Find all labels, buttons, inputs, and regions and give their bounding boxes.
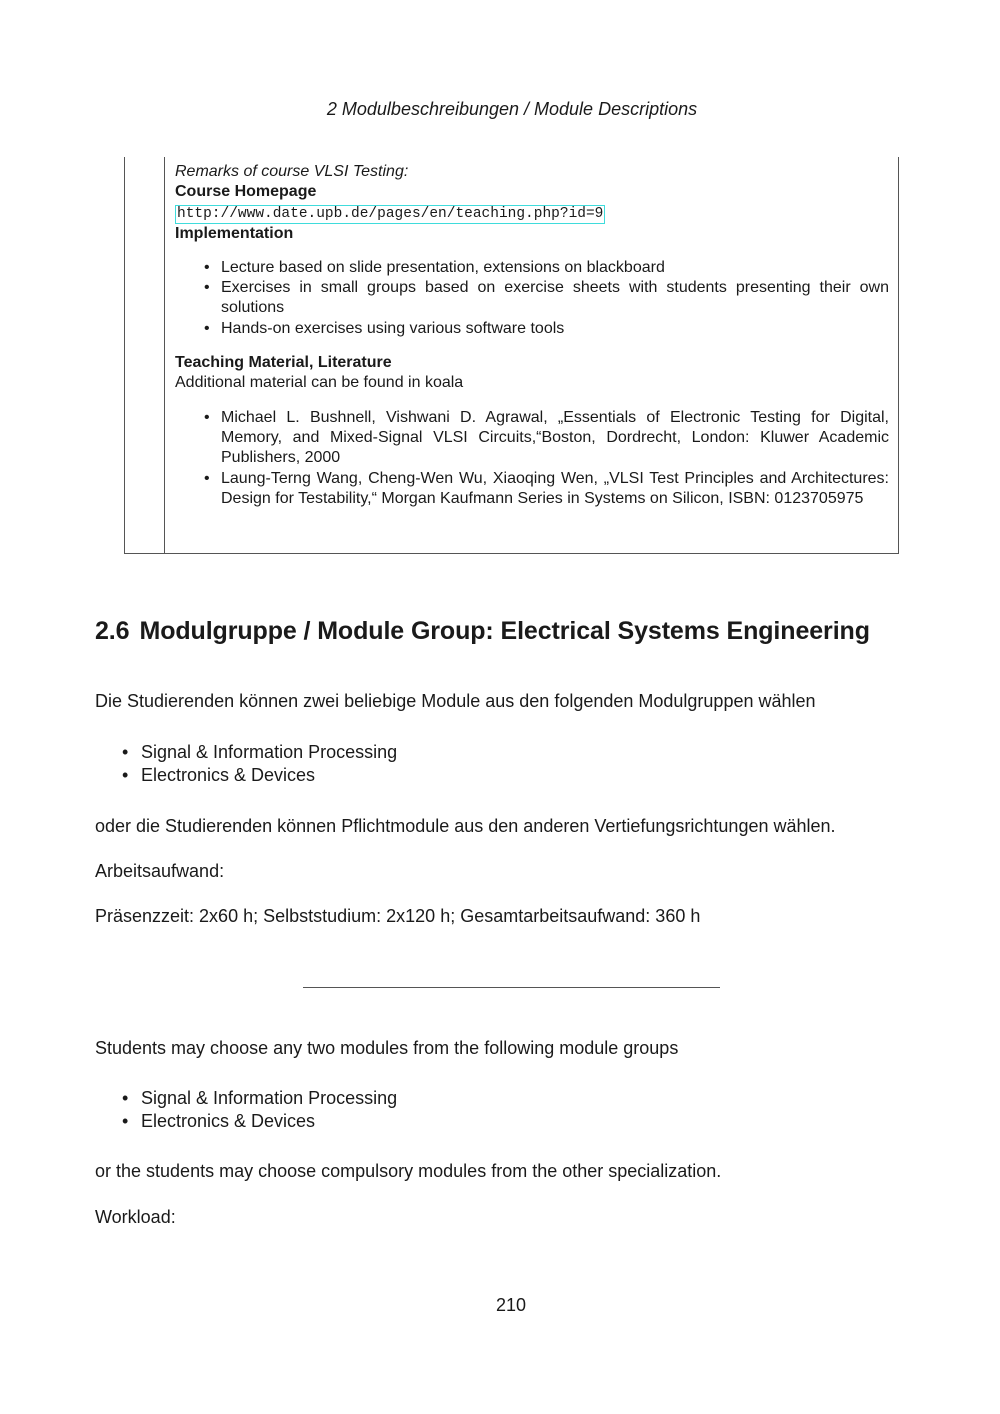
page-number: 210: [495, 1295, 527, 1315]
material-note: Additional material can be found in koala: [175, 374, 464, 392]
section-number: 2.6: [95, 617, 130, 645]
material-heading: Teaching Material, Literature: [175, 354, 392, 372]
homepage-link[interactable]: http://www.date.upb.de/pages/en/teaching.php?id=9: [177, 205, 604, 222]
list-item: • Exercises in small groups based on exercise sheets with students presenting their own solutions: [221, 278, 889, 319]
list-item: • Electronics & Devices: [141, 764, 397, 787]
section-heading: [95, 617, 870, 646]
german-workload-detail: Präsenzzeit: 2x60 h; Selbststudium: 2x120 h; Gesamtarbeitsaufwand: 360 h: [95, 906, 701, 926]
english-alternative: or the students may choose compulsory modules from the other specialization.: [95, 1161, 722, 1181]
remarks-content: [175, 162, 889, 523]
list-item: • Lecture based on slide presentation, extensions on blackboard: [221, 258, 889, 278]
list-item: • Signal & Information Processing: [141, 1087, 397, 1110]
german-workload-label: Arbeitsaufwand:: [95, 861, 225, 881]
list-item: • Hands-on exercises using various software tools: [221, 319, 889, 339]
box-inner-rule: [164, 157, 165, 553]
literature-list: [175, 408, 889, 509]
german-alternative: oder die Studierenden können Pflichtmodule aus den anderen Vertiefungsrichtungen wählen.: [95, 816, 836, 836]
list-item: • Signal & Information Processing: [141, 741, 397, 764]
implementation-heading: Implementation: [175, 224, 294, 242]
implementation-list: [175, 258, 889, 339]
remarks-title: Remarks of course VLSI Testing:: [175, 163, 409, 180]
english-workload-label: Workload:: [95, 1207, 176, 1227]
list-item: • Michael L. Bushnell, Vishwani D. Agrawal, „Essentials of Electronic Testing for Digital, Memory, and Mixed-Signal VLSI Circuits,“Boston, Dordrecht, London: Kluwer Academic Publishers, 2000: [221, 408, 889, 469]
remarks-box: [124, 157, 899, 554]
german-intro: Die Studierenden können zwei beliebige Module aus den folgenden Modulgruppen wählen: [95, 691, 816, 711]
section-title: Modulgruppe / Module Group: Electrical Systems Engineering: [139, 617, 870, 645]
german-group-list: [95, 741, 397, 786]
language-divider: [303, 987, 720, 988]
homepage-heading: Course Homepage: [175, 183, 317, 201]
list-item: • Electronics & Devices: [141, 1110, 397, 1133]
english-intro: Students may choose any two modules from the following module groups: [95, 1038, 679, 1058]
list-item: • Laung-Terng Wang, Cheng-Wen Wu, Xiaoqing Wen, „VLSI Test Principles and Architectures: Design for Testability,“ Morgan Kaufmann Series in Systems on Silicon, ISBN: 0123705975: [221, 469, 889, 510]
english-group-list: [95, 1087, 397, 1132]
running-header: 2 Modulbeschreibungen / Module Descriptions: [326, 99, 698, 119]
